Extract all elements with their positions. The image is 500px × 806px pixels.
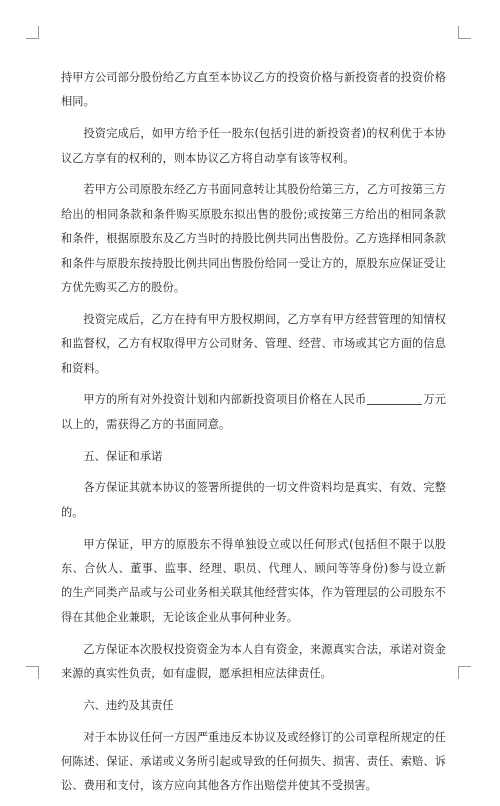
crop-mark-bottom-left xyxy=(26,666,39,679)
paragraph-3: 若甲方公司原股东经乙方书面同意转让其股份给第三方，乙方可按第三方给出的相同条款和条件购买原股东拟出售的股份;或按第三方给出的相同条款和条件，根据原股东及乙方当时的持股比例共同出售股份。乙方选择相同条款和条件与原股东按持股比例共同出售股份给同一受让方的，原股东应保证受让方优先购买乙方的股份。 xyxy=(61,183,446,295)
section-heading-5: 五、保证和承诺 xyxy=(83,449,163,463)
paragraph-1: 持甲方公司部分股份给乙方直至本协议乙方的投资价格与新投资者的投资价格相同。 xyxy=(61,71,446,109)
paragraph-8: 乙方保证本次股权投资资金为本人自有资金，来源真实合法，承诺对资金来源的真实性负责，如有虚假，愿承担相应法律责任。 xyxy=(61,642,446,681)
paragraph-5-after: 万元以上的，需获得乙方的书面同意。 xyxy=(61,393,446,431)
paragraph-7: 甲方保证，甲方的原股东不得单独设立或以任何形式(包括但不限于以股东、合伙人、董事、监事、经理、职员、代理人、顾问等等身份)参与设立新的生产同类产品或与公司业务相关联其他经营实体，作为管理层的公司股东不得在其他企业兼职，无论该企业从事何种业务。 xyxy=(61,537,446,624)
crop-mark-top-right xyxy=(458,26,471,39)
crop-mark-bottom-right xyxy=(458,666,471,679)
document-body xyxy=(61,66,446,806)
paragraph-4: 投资完成后，乙方在持有甲方股权期间，乙方享有甲方经营管理的知情权和监督权，乙方有权取得甲方公司财务、管理、经营、市场或其它方面的信息和资料。 xyxy=(61,312,446,375)
paragraph-5 xyxy=(61,388,446,437)
section-heading-6: 六、违约及其责任 xyxy=(83,698,174,712)
crop-mark-top-left xyxy=(26,26,39,39)
amount-blank xyxy=(367,392,422,405)
paragraph-9: 对于本协议任何一方因严重违反本协议及或经修订的公司章程所规定的任何陈述、保证、承诺或义务所引起或导致的任何损失、损害、责任、索赔、诉讼、费用和支付，该方应向其他各方作出赔偿并使其不受损害。 xyxy=(61,730,446,793)
paragraph-2: 投资完成后，如甲方给予任一股东(包括引进的新投资者)的权利优于本协议乙方享有的权利的，则本协议乙方将自动享有该等权利。 xyxy=(61,127,446,165)
paragraph-6: 各方保证其就本协议的签署所提供的一切文件资料均是真实、有效、完整的。 xyxy=(61,481,446,519)
paragraph-5-before: 甲方的所有对外投资计划和内部新投资项目价格在人民币 xyxy=(83,393,367,407)
